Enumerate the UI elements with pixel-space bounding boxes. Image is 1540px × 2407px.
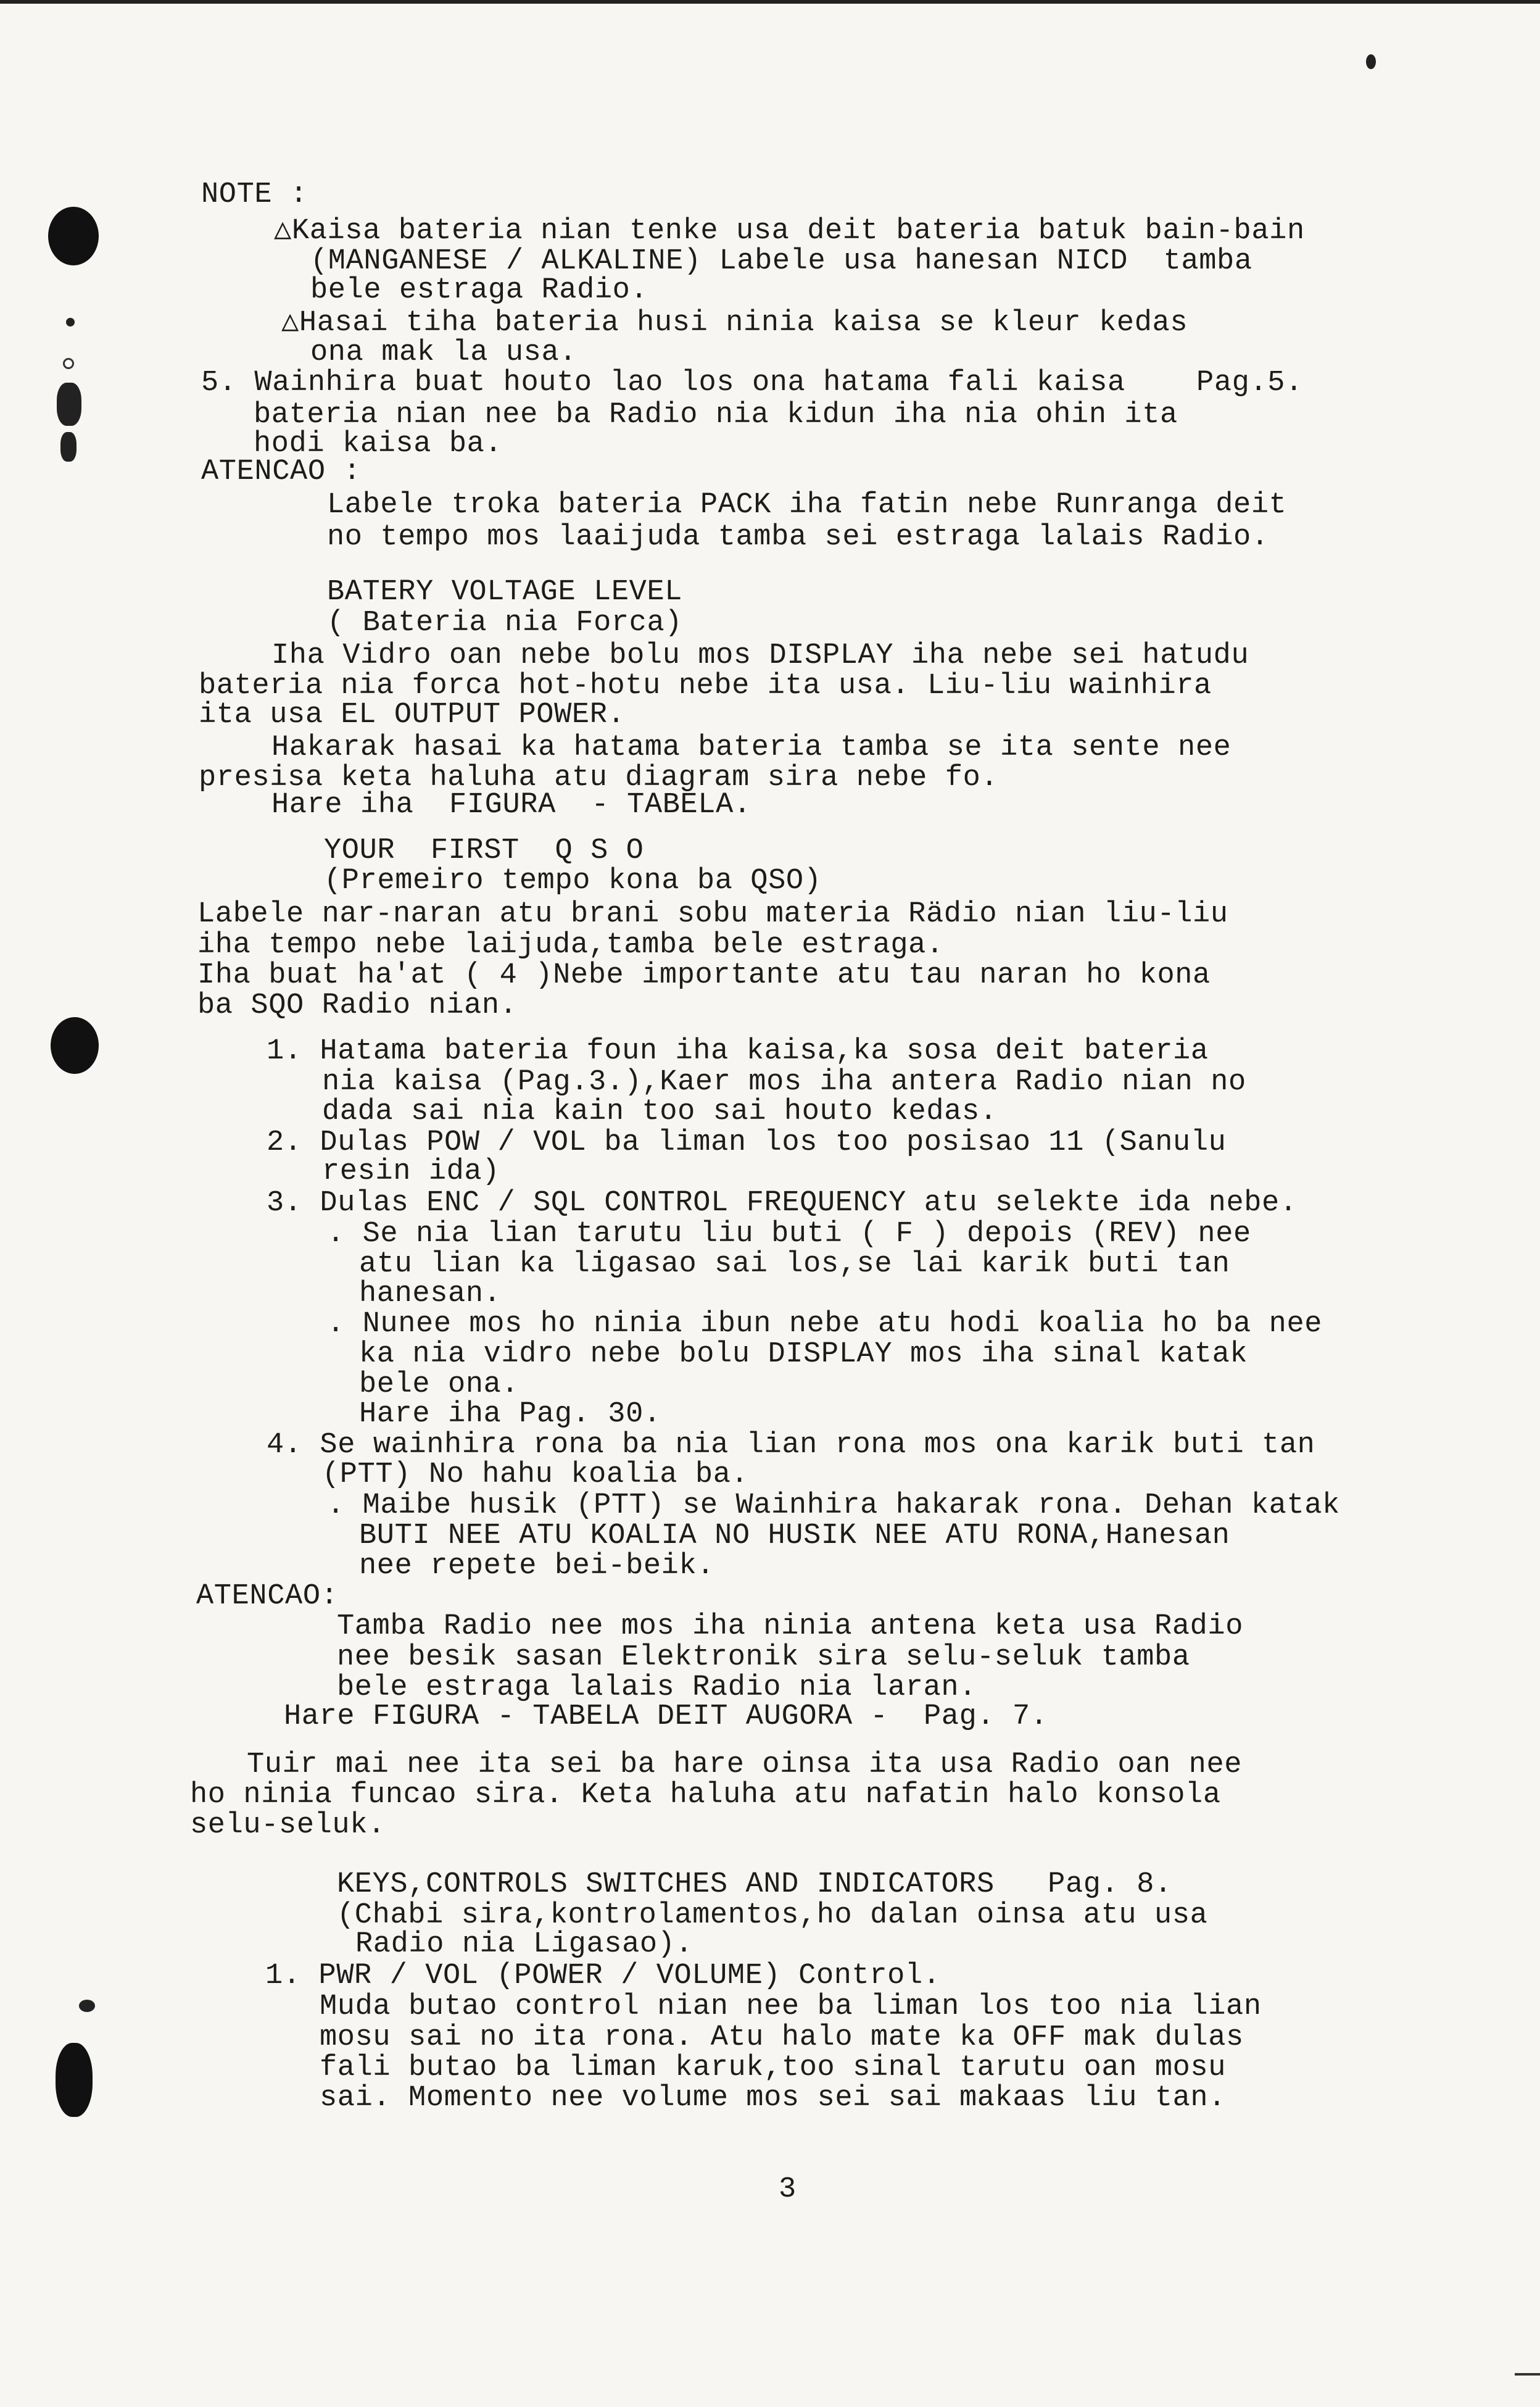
text-line: hodi kaisa ba. — [254, 428, 503, 460]
text-line: bele estraga lalais Radio nia laran. — [337, 1671, 977, 1704]
text-line: Iha buat ha'at ( 4 )Nebe importante atu tau naran ho kona — [197, 959, 1211, 992]
scan-speck — [63, 358, 74, 369]
text-line: Hare iha Pag. 30. — [359, 1398, 661, 1431]
text-line: bele ona. — [359, 1368, 520, 1401]
text-line: Muda butao control nian nee ba liman los too nia lian — [320, 1990, 1262, 2023]
list-item: 3. Dulas ENC / SQL CONTROL FREQUENCY atu selekte ida nebe. — [267, 1187, 1298, 1220]
binder-hole — [48, 207, 99, 265]
text-line: Hakarak hasai ka hatama bateria tamba se ita sente nee — [271, 731, 1232, 764]
text-line: bateria nia forca hot-hotu nebe ita usa. Liu-liu wainhira — [199, 670, 1212, 702]
scan-speck — [60, 432, 77, 462]
page-number: 3 — [779, 2173, 797, 2206]
text-line: ita usa EL OUTPUT POWER. — [199, 699, 626, 731]
note-item: △Hasai tiha bateria husi ninia kaisa se kleur kedas — [281, 307, 1188, 339]
scan-speck — [1366, 54, 1376, 69]
text-line: bele estraga Radio. — [310, 274, 648, 307]
list-item: 1. PWR / VOL (POWER / VOLUME) Control. — [265, 1960, 941, 1992]
text-line: (MANGANESE / ALKALINE) Labele usa hanesan NICD tamba — [310, 245, 1252, 278]
text-line: no tempo mos laaijuda tamba sei estraga lalais Radio. — [327, 521, 1269, 554]
text-line: ona mak la usa. — [310, 336, 578, 369]
text-line: sai. Momento nee volume mos sei sai makaas liu tan. — [320, 2082, 1227, 2114]
text-line: presisa keta haluha atu diagram sira nebe fo. — [199, 762, 999, 794]
text-line: selu-seluk. — [190, 1809, 386, 1842]
section-heading: KEYS,CONTROLS SWITCHES AND INDICATORS Pag. 8. — [337, 1868, 1172, 1901]
list-item: 1. Hatama bateria foun iha kaisa,ka sosa deit bateria — [267, 1035, 1209, 1068]
scan-speck — [66, 318, 75, 326]
section-subheading: (Chabi sira,kontrolamentos,ho dalan oinsa atu usa — [337, 1899, 1208, 1932]
list-item: 2. Dulas POW / VOL ba liman los too posisao 11 (Sanulu — [267, 1126, 1227, 1159]
text-line: Hare FIGURA - TABELA DEIT AUGORA - Pag. 7. — [284, 1700, 1048, 1733]
text-line: ba SQO Radio nian. — [197, 989, 518, 1022]
text-line: nee besik sasan Elektronik sira selu-seluk tamba — [337, 1641, 1190, 1674]
text-line: nia kaisa (Pag.3.),Kaer mos iha antera Radio nian no — [322, 1066, 1246, 1099]
bullet-item: . Maibe husik (PTT) se Wainhira hakarak rona. Dehan katak — [327, 1489, 1340, 1522]
text-line: Hare iha FIGURA - TABELA. — [271, 789, 751, 821]
scan-mark — [1515, 2373, 1540, 2376]
scan-edge-line — [0, 0, 1540, 4]
text-line: Labele troka bateria PACK iha fatin nebe Runranga deit — [327, 489, 1287, 522]
text-line: Radio nia Ligasao). — [355, 1928, 693, 1961]
text-line: ho ninia funcao sira. Keta haluha atu nafatin halo konsola — [190, 1779, 1221, 1811]
note-heading: NOTE : — [201, 178, 308, 211]
list-item: 5. Wainhira buat houto lao los ona hatama fali kaisa Pag.5. — [201, 367, 1303, 399]
section-heading: YOUR FIRST Q S O — [324, 834, 644, 867]
text-line: ka nia vidro nebe bolu DISPLAY mos iha sinal katak — [359, 1338, 1248, 1371]
atencao-heading: ATENCAO : — [201, 455, 362, 488]
section-subheading: (Premeiro tempo kona ba QSO) — [324, 865, 822, 897]
section-heading: BATERY VOLTAGE LEVEL — [327, 576, 683, 609]
list-item: 4. Se wainhira rona ba nia lian rona mos ona karik buti tan — [267, 1429, 1315, 1461]
text-line: (PTT) No hahu koalia ba. — [322, 1458, 749, 1491]
text-line: atu lian ka ligasao sai los,se lai karik buti tan — [359, 1248, 1230, 1281]
atencao-heading: ATENCAO: — [196, 1580, 339, 1613]
bullet-item: . Nunee mos ho ninia ibun nebe atu hodi koalia ho ba nee — [327, 1308, 1323, 1341]
scan-speck — [79, 2000, 95, 2012]
text-line: bateria nian nee ba Radio nia kidun iha nia ohin ita — [254, 399, 1178, 431]
section-subheading: ( Bateria nia Forca) — [327, 607, 683, 639]
binder-hole — [56, 2043, 93, 2117]
text-line: mosu sai no ita rona. Atu halo mate ka OFF mak dulas — [320, 2021, 1244, 2054]
text-line: Tuir mai nee ita sei ba hare oinsa ita usa Radio oan nee — [247, 1748, 1243, 1781]
bullet-item: . Se nia lian tarutu liu buti ( F ) depois (REV) nee — [327, 1218, 1251, 1250]
text-line: fali butao ba liman karuk,too sinal tarutu oan mosu — [320, 2052, 1227, 2084]
text-line: hanesan. — [359, 1278, 502, 1310]
scan-speck — [57, 383, 81, 426]
text-line: Labele nar-naran atu brani sobu materia Rädio nian liu-liu — [197, 898, 1228, 931]
text-line: dada sai nia kain too sai houto kedas. — [322, 1095, 998, 1128]
text-line: resin ida) — [322, 1155, 500, 1188]
text-line: nee repete bei-beik. — [359, 1550, 715, 1582]
text-line: iha tempo nebe laijuda,tamba bele estraga. — [197, 929, 944, 962]
binder-hole — [51, 1017, 99, 1074]
note-item: △Kaisa bateria nian tenke usa deit bateria batuk bain-bain — [274, 215, 1305, 247]
text-line: Tamba Radio nee mos iha ninia antena keta usa Radio — [337, 1610, 1244, 1643]
text-line: BUTI NEE ATU KOALIA NO HUSIK NEE ATU RONA,Hanesan — [359, 1519, 1230, 1552]
text-line: Iha Vidro oan nebe bolu mos DISPLAY iha nebe sei hatudu — [271, 639, 1249, 672]
